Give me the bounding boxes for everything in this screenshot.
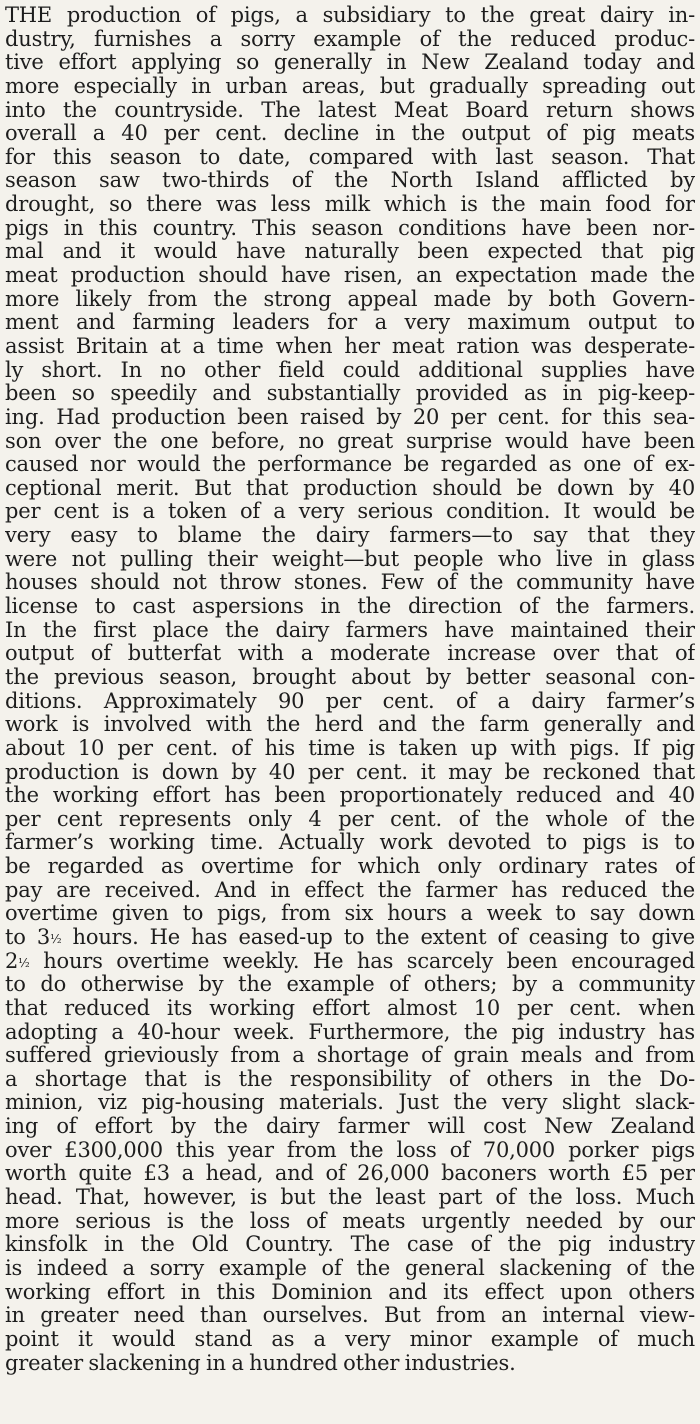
article-line: the working effort has been proportionately reduced and 40 — [5, 784, 695, 808]
article-line: a shortage that is the responsibility of others in the Do- — [5, 1067, 695, 1091]
article-line: ment and farming leaders for a very maximum output to — [5, 311, 695, 335]
article-line: season saw two-thirds of the North Island afflicted by — [5, 169, 695, 193]
article-line: drought, so there was less milk which is the main food for — [5, 193, 695, 217]
article-line: pigs in this country. This season conditions have been nor- — [5, 216, 695, 240]
article-line: houses should not throw stones. Few of the community have — [5, 571, 695, 595]
article-line: ly short. In no other field could additional supplies have — [5, 358, 695, 382]
article-line: more likely from the strong appeal made by both Govern- — [5, 287, 695, 311]
article-body — [5, 4, 695, 1375]
article-line: head. That, however, is but the least part of the loss. Much — [5, 1186, 695, 1210]
article-line: per cent is a token of a very serious condition. It would be — [5, 500, 695, 524]
article-line: more especially in urban areas, but gradually spreading out — [5, 74, 695, 98]
article-line: is indeed a sorry example of the general slackening of the — [5, 1256, 695, 1280]
article-line: minion, viz pig-housing materials. Just the very slight slack- — [5, 1091, 695, 1115]
article-line: ing of effort by the dairy farmer will cost New Zealand — [5, 1115, 695, 1139]
article-line: for this season to date, compared with last season. That — [5, 145, 695, 169]
article-line: assist Britain at a time when her meat ration was desperate- — [5, 334, 695, 358]
article-line: over £300,000 this year from the loss of 70,000 porker pigs — [5, 1138, 695, 1162]
article-line: working effort in this Dominion and its effect upon others — [5, 1280, 695, 1304]
article-line: overtime given to pigs, from six hours a week to say down — [5, 902, 695, 926]
article-line: tive effort applying so generally in New Zealand today and — [5, 51, 695, 75]
article-line: pay are received. And in effect the farmer has reduced the — [5, 878, 695, 902]
article-line: production is down by 40 per cent. it may be reckoned that — [5, 760, 695, 784]
article-line: be regarded as overtime for which only ordinary rates of — [5, 855, 695, 879]
article-line: ceptional merit. But that production should be down by 40 — [5, 476, 695, 500]
article-line: point it would stand as a very minor example of much — [5, 1327, 695, 1351]
article-line: to 3½ hours. He has eased-up to the extent of ceasing to give — [5, 925, 695, 949]
article-line: greater slackening in a hundred other industries. — [5, 1351, 516, 1375]
article-line: mal and it would have naturally been expected that pig — [5, 240, 695, 264]
article-line: more serious is the loss of meats urgently needed by our — [5, 1209, 695, 1233]
fraction-half: ½ — [18, 955, 30, 970]
article-line: overall a 40 per cent. decline in the output of pig meats — [5, 122, 695, 146]
article-line: per cent represents only 4 per cent. of the whole of the — [5, 807, 695, 831]
article-line: 2½ hours overtime weekly. He has scarcely been encouraged — [5, 949, 695, 973]
article-line: license to cast aspersions in the direction of the farmers. — [5, 595, 695, 619]
article-line: ing. Had production been raised by 20 per cent. for this sea- — [5, 405, 695, 429]
article-line: that reduced its working effort almost 10 per cent. when — [5, 996, 695, 1020]
fraction-half: ½ — [49, 931, 62, 946]
article-line: son over the one before, no great surprise would have been — [5, 429, 695, 453]
article-line: In the first place the dairy farmers have maintained their — [5, 618, 695, 642]
article-line: were not pulling their weight—but people who live in glass — [5, 547, 695, 571]
article-line: worth quite £3 a head, and of 26,000 baconers worth £5 per — [5, 1162, 695, 1186]
article-line: very easy to blame the dairy farmers—to say that they — [5, 524, 695, 548]
article-line: been so speedily and substantially provided as in pig-keep- — [5, 382, 695, 406]
article-line: dustry, furnishes a sorry example of the reduced produc- — [5, 27, 695, 51]
article-line: the previous season, brought about by better seasonal con- — [5, 665, 695, 689]
article-line: work is involved with the herd and the farm generally and — [5, 713, 695, 737]
article-line: output of butterfat with a moderate increase over that of — [5, 642, 695, 666]
article-line: suffered grieviously from a shortage of grain meals and from — [5, 1044, 695, 1068]
article-line: kinsfolk in the Old Country. The case of the pig industry — [5, 1233, 695, 1257]
article-line: about 10 per cent. of his time is taken up with pigs. If pig — [5, 736, 695, 760]
article-line: to do otherwise by the example of others; by a community — [5, 973, 695, 997]
article-line: caused nor would the performance be regarded as one of ex- — [5, 453, 695, 477]
article-line: farmer’s working time. Actually work devoted to pigs is to — [5, 831, 695, 855]
article-line: THE production of pigs, a subsidiary to the great dairy in- — [5, 4, 695, 27]
article-line: adopting a 40-hour week. Furthermore, the pig industry has — [5, 1020, 695, 1044]
article-line: into the countryside. The latest Meat Board return shows — [5, 98, 695, 122]
article-line: in greater need than ourselves. But from an internal view- — [5, 1304, 695, 1328]
article-line: ditions. Approximately 90 per cent. of a dairy farmer’s — [5, 689, 695, 713]
article-line: meat production should have risen, an expectation made the — [5, 264, 695, 288]
